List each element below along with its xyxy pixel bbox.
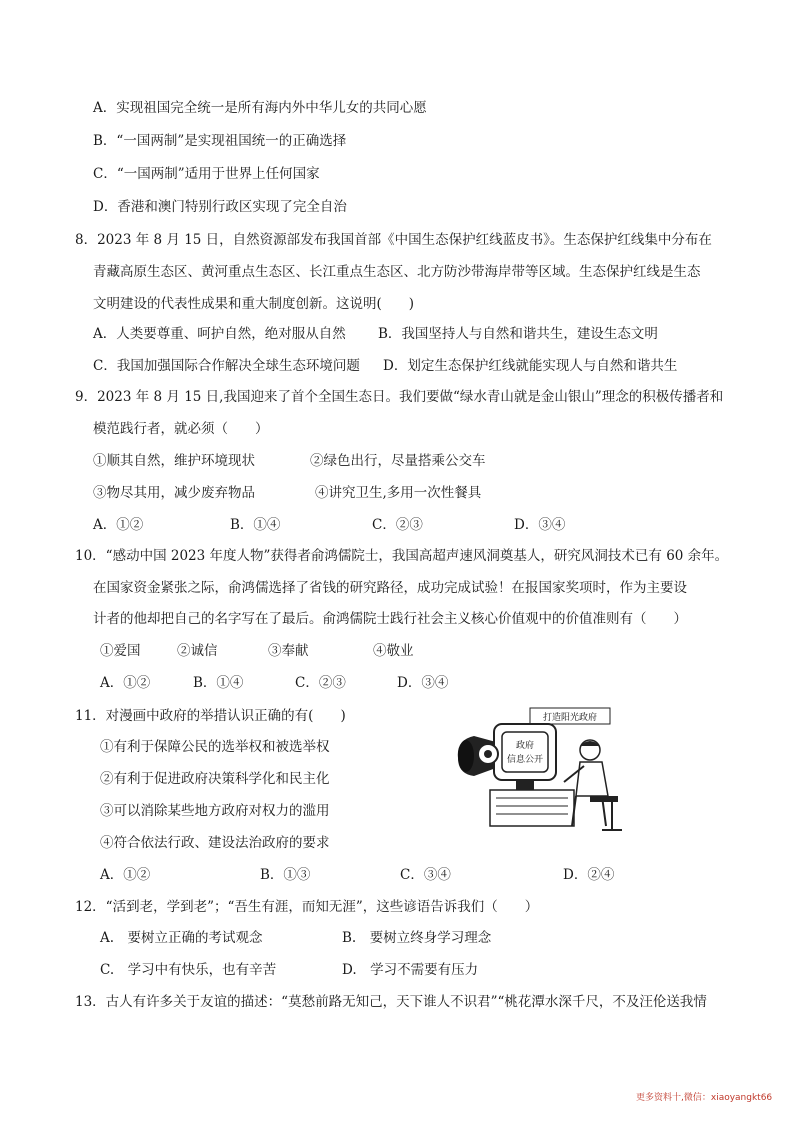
q10-stem-line-3: 计者的他却把自己的名字写在了最后。俞鸿儒院士践行社会主义核心价值观中的价值准则有（ ） <box>93 611 687 627</box>
q11-option-c: C．③④ <box>400 867 451 883</box>
q11-item-4: ④符合依法行政、建设法治政府的要求 <box>100 835 330 851</box>
q10-option-c: C．②③ <box>295 675 346 691</box>
q9-option-a: A．①② <box>93 517 144 533</box>
q9-stem-line-1: 9．2023 年 8 月 15 日,我国迎来了首个全国生态日。我们要做“绿水青山就是金山银山”理念的积极传播者和 <box>75 389 724 405</box>
q7-option-d: D．香港和澳门特别行政区实现了完全自治 <box>93 199 347 215</box>
q10-item-1: ①爱国 <box>100 643 141 659</box>
q9-item-1: ①顺其自然，维护环境现状 <box>93 453 255 469</box>
q10-option-d: D．③④ <box>397 675 449 691</box>
q9-option-d: D．③④ <box>514 517 566 533</box>
q9-option-c: C．②③ <box>372 517 423 533</box>
q8-stem-line-1: 8．2023 年 8 月 15 日，自然资源部发布我国首部《中国生态保护红线蓝皮书》。生态保护红线集中分布在 <box>75 232 712 248</box>
q11-option-d: D．②④ <box>563 867 615 883</box>
q10-stem-line-1: 10．“感动中国 2023 年度人物”获得者俞鸿儒院士，我国高超声速风洞奠基人，研究风洞技术已有 60 余年。 <box>75 548 729 564</box>
q8-option-c: C．我国加强国际合作解决全球生态环境问题 <box>93 358 360 374</box>
q8-stem-line-3: 文明建设的代表性成果和重大制度创新。这说明( ) <box>93 296 415 312</box>
q11-item-3: ③可以消除某些地方政府对权力的滥用 <box>100 803 330 819</box>
q12-option-a: A. 要树立正确的考试观念 <box>100 930 263 946</box>
q10-item-3: ③奉献 <box>268 643 309 659</box>
cartoon-screen-line-2: 信息公开 <box>506 755 544 765</box>
q9-option-b: B．①④ <box>230 517 281 533</box>
q7-option-b: B．“一国两制”是实现祖国统一的正确选择 <box>93 133 347 149</box>
q10-item-2: ②诚信 <box>177 643 218 659</box>
q12-option-c: C. 学习中有快乐，也有辛苦 <box>100 962 277 978</box>
q10-option-b: B．①④ <box>193 675 244 691</box>
q7-option-c: C．“一国两制”适用于世界上任何国家 <box>93 166 320 182</box>
q10-item-4: ④敬业 <box>373 643 414 659</box>
q12-option-d: D. 学习不需要有压力 <box>342 962 479 978</box>
government-cartoon-image <box>452 706 624 834</box>
footer-watermark: 更多资料十,微信：xiaoyangkt66 <box>636 1093 773 1103</box>
q11-item-2: ②有利于促进政府决策科学化和民主化 <box>100 771 330 787</box>
q9-item-4: ④讲究卫生,多用一次性餐具 <box>315 485 482 501</box>
q9-stem-line-2: 模范践行者，就必须（ ） <box>93 421 269 437</box>
q11-option-a: A．①② <box>100 867 151 883</box>
q10-option-a: A．①② <box>100 675 151 691</box>
q8-stem-line-2: 青藏高原生态区、黄河重点生态区、长江重点生态区、北方防沙带海岸带等区域。生态保护红线是生态 <box>93 264 701 280</box>
q7-option-a: A．实现祖国完全统一是所有海内外中华儿女的共同心愿 <box>93 100 427 116</box>
q12-option-b: B. 要树立终身学习理念 <box>342 930 492 946</box>
q9-item-2: ②绿色出行，尽量搭乘公交车 <box>310 453 486 469</box>
q11-option-b: B．①③ <box>260 867 311 883</box>
q9-item-3: ③物尽其用，减少废弃物品 <box>93 485 255 501</box>
q12-stem: 12．“活到老，学到老”；“吾生有涯，而知无涯”，这些谚语告诉我们（ ） <box>75 899 539 915</box>
cartoon-sign-text: 打造阳光政府 <box>542 713 598 723</box>
cartoon-screen-line-1: 政府 <box>515 741 535 751</box>
q10-stem-line-2: 在国家资金紧张之际，俞鸿儒选择了省钱的研究路径，成功完成试验！在报国家奖项时，作为主要设 <box>93 580 687 596</box>
q11-item-1: ①有利于保障公民的选举权和被选举权 <box>100 739 330 755</box>
q13-stem: 13．古人有许多关于友谊的描述：“莫愁前路无知己，天下谁人不识君”“桃花潭水深千尺，不及汪伦送我情 <box>75 994 707 1010</box>
q8-option-d: D．划定生态保护红线就能实现人与自然和谐共生 <box>383 358 678 374</box>
q11-stem: 11．对漫画中政府的举措认识正确的有( ) <box>75 708 346 724</box>
q8-option-a: A．人类要尊重、呵护自然，绝对服从自然 <box>93 326 346 342</box>
q8-option-b: B．我国坚持人与自然和谐共生，建设生态文明 <box>378 326 658 342</box>
